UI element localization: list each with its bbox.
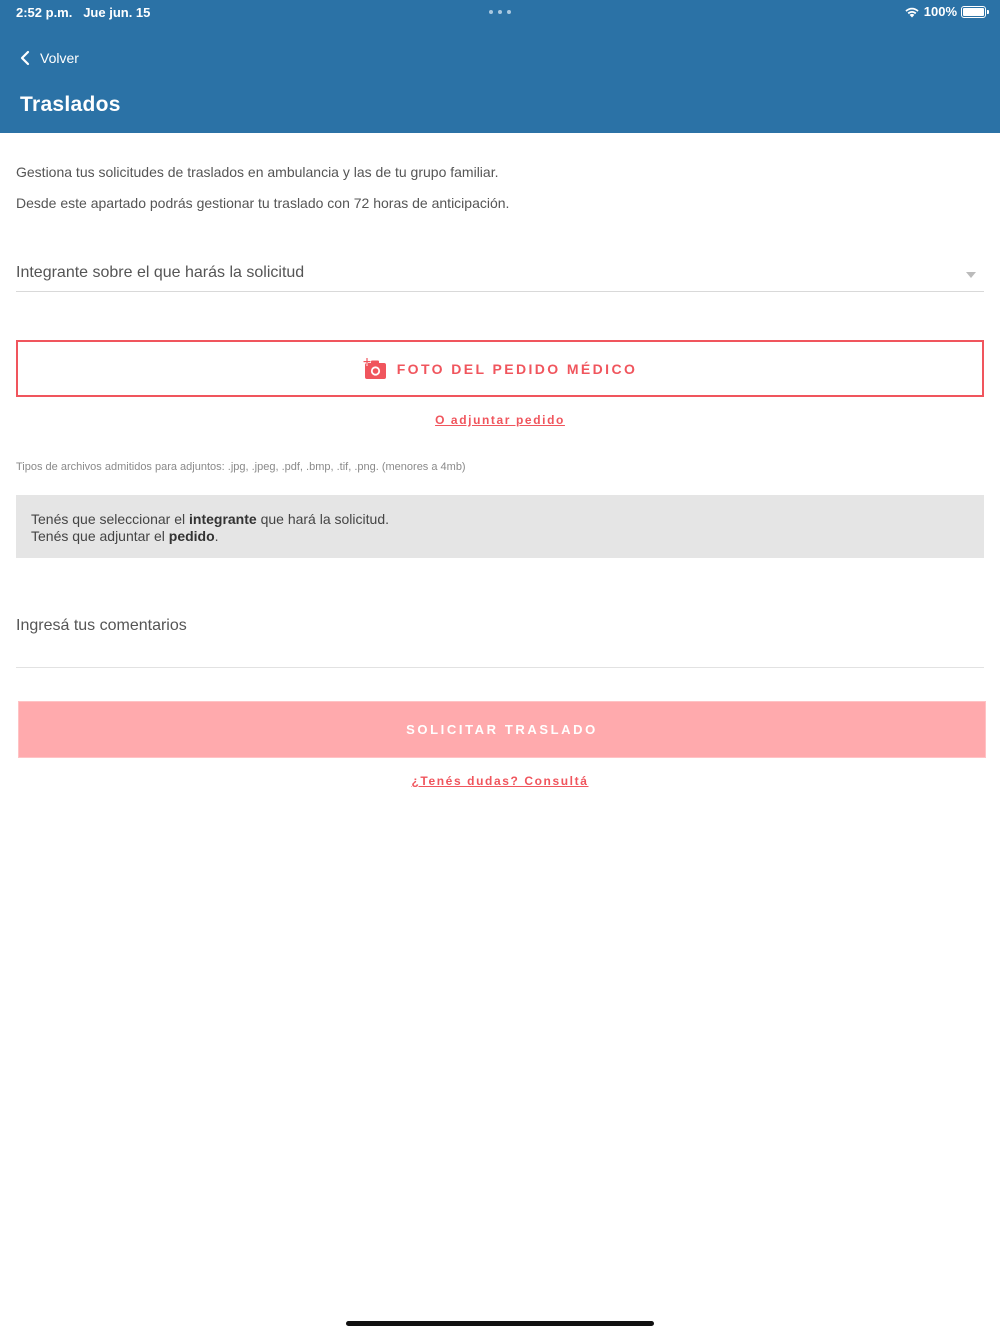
- home-indicator[interactable]: [346, 1321, 654, 1326]
- member-select-label: Integrante sobre el que harás la solicitud: [16, 264, 305, 281]
- intro-text-2: Desde este apartado podrás gestionar tu traslado con 72 horas de anticipación.: [16, 195, 510, 211]
- request-transfer-button[interactable]: [18, 701, 986, 758]
- status-bar: [0, 0, 1000, 24]
- battery-icon: [961, 6, 986, 18]
- notice-line-member: [31, 511, 984, 528]
- help-link-row: [0, 774, 1000, 788]
- photo-button-label: FOTO DEL PEDIDO MÉDICO: [396, 360, 638, 377]
- status-indicators: [904, 4, 986, 19]
- page-title: Traslados: [20, 93, 121, 116]
- validation-notice: [16, 495, 984, 558]
- notice-line-order: [31, 528, 984, 545]
- intro-text-1: Gestiona tus solicitudes de traslados en ambulancia y las de tu grupo familiar.: [16, 164, 499, 180]
- medical-order-photo-button[interactable]: [16, 340, 984, 397]
- attach-order-link-row: [0, 413, 1000, 427]
- attach-order-link[interactable]: O adjuntar pedido: [435, 413, 565, 427]
- back-label: Volver: [40, 50, 79, 66]
- notice-bold: integrante: [189, 511, 257, 527]
- add-photo-icon: [363, 358, 387, 380]
- comments-input[interactable]: [16, 612, 984, 668]
- notice-text: .: [214, 528, 219, 544]
- battery-percent: 100%: [923, 4, 957, 19]
- status-date: Jue jun. 15: [83, 5, 151, 20]
- caret-down-icon: [966, 272, 976, 278]
- member-select[interactable]: [16, 258, 984, 292]
- status-clock: 2:52 p.m.: [16, 5, 73, 20]
- allowed-file-types: Tipos de archivos admitidos para adjuntos: .jpg, .jpeg, .pdf, .bmp, .tif, .png. (menores a 4mb): [16, 461, 466, 473]
- back-button[interactable]: [20, 50, 79, 66]
- request-transfer-label: SOLICITAR TRASLADO: [406, 722, 598, 737]
- comments-placeholder: Ingresá tus comentarios: [16, 617, 187, 634]
- app-header: [0, 0, 1000, 133]
- chevron-left-icon: [20, 50, 30, 66]
- multitasking-dots-icon[interactable]: [489, 10, 511, 14]
- status-time: [16, 5, 150, 20]
- wifi-icon: [904, 6, 920, 18]
- notice-text: que hará la solicitud.: [256, 511, 389, 527]
- notice-text: Tenés que seleccionar el: [31, 511, 189, 527]
- notice-bold: pedido: [168, 528, 215, 544]
- help-link[interactable]: ¿Tenés dudas? Consultá: [411, 774, 589, 788]
- notice-text: Tenés que adjuntar el: [31, 528, 169, 544]
